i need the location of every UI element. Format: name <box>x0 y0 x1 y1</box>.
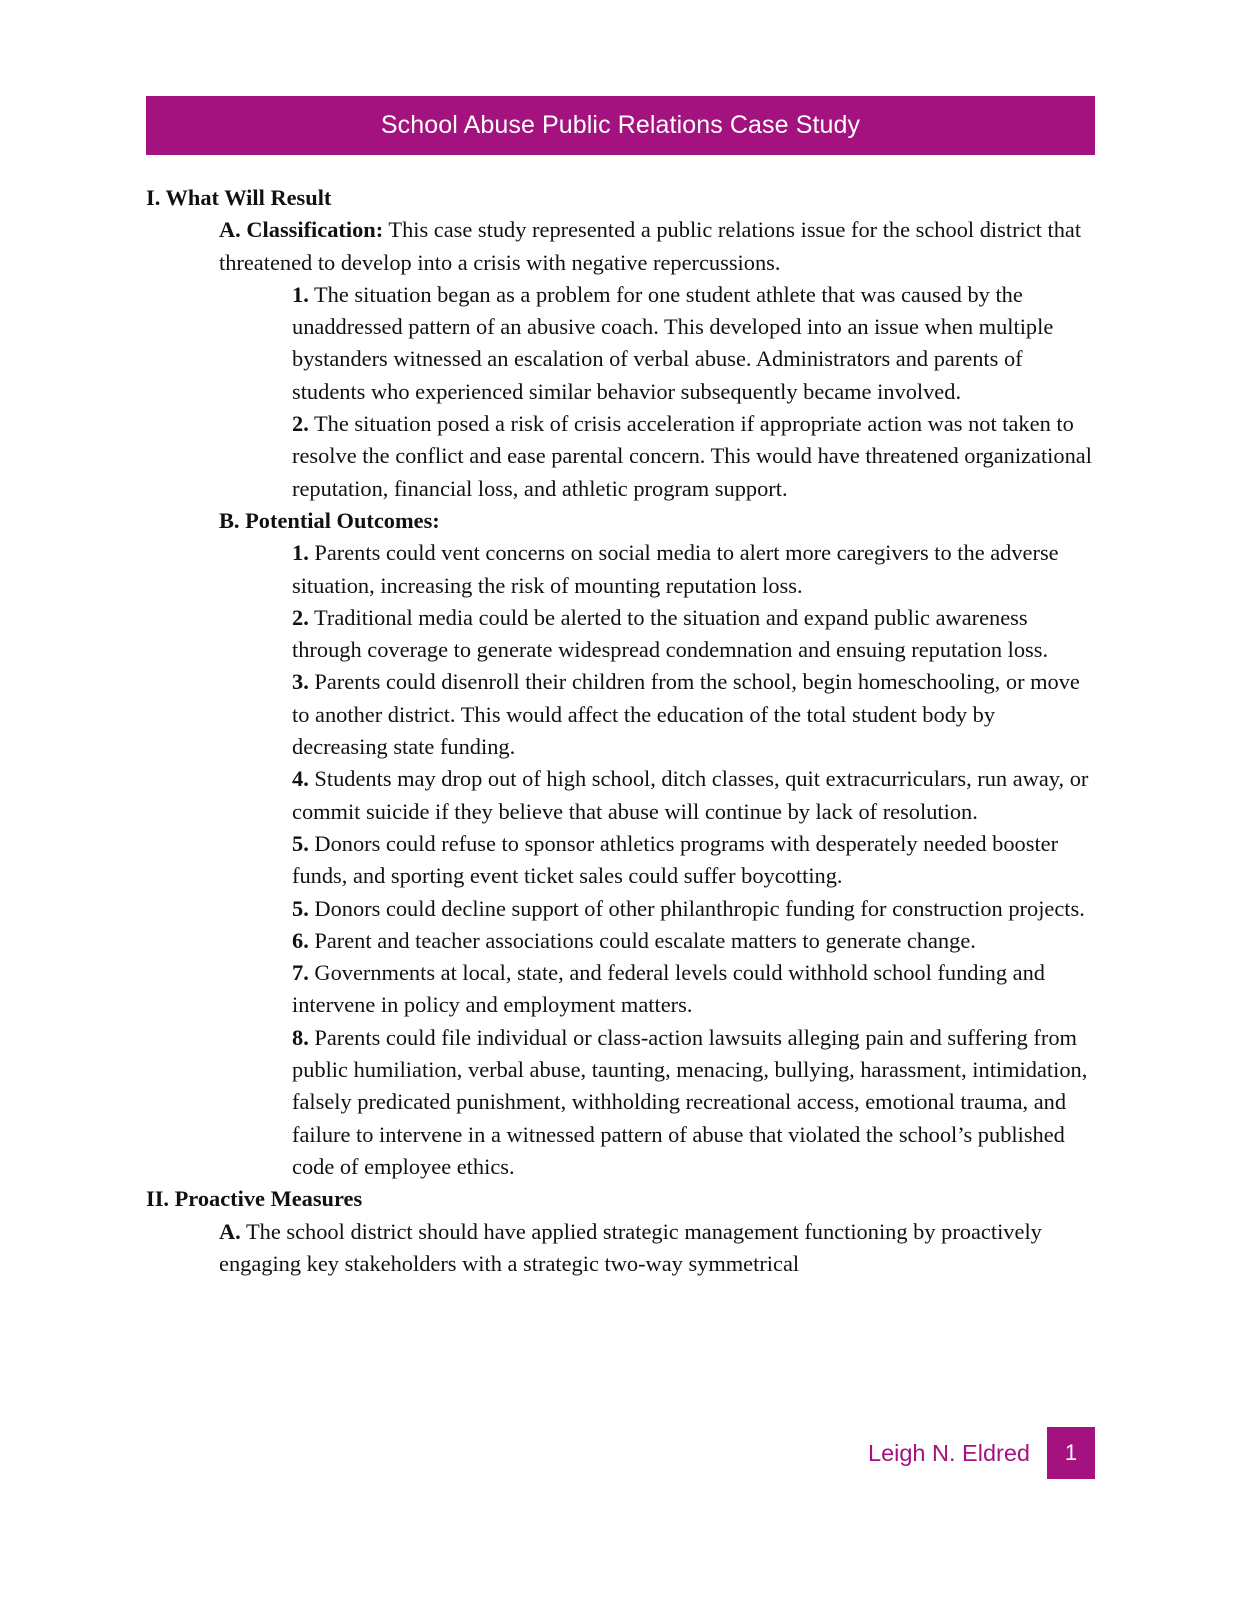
item-number: 3. <box>292 669 309 695</box>
list-item <box>146 537 1096 602</box>
item-number: 2. <box>292 411 309 437</box>
list-item <box>146 1022 1096 1183</box>
page-number-badge <box>1047 1427 1095 1479</box>
classification-text: This case study represented a public relations issue for the school district that threatened to develop into a crisis with negative repercussions. <box>219 217 1082 275</box>
item-text: Parents could vent concerns on social media to alert more caregivers to the adverse situation, increasing the risk of mounting reputation loss. <box>292 540 1059 598</box>
item-text: Traditional media could be alerted to the situation and expand public awareness through coverage to generate widespread condemnation and ensuing reputation loss. <box>292 604 1049 663</box>
section-heading: I. What Will Result <box>146 185 332 210</box>
proactive-paragraph <box>146 1216 1096 1281</box>
item-number: 5. <box>292 895 309 921</box>
subsection-heading: B. Potential Outcomes: <box>219 507 440 533</box>
item-text: Governments at local, state, and federal levels could withhold school funding and intervene in policy and employment matters. <box>292 960 1045 1018</box>
item-number: A. <box>219 1218 241 1244</box>
item-number: 4. <box>292 766 309 792</box>
item-number: 7. <box>292 960 309 986</box>
item-text: Donors could refuse to sponsor athletics programs with desperately needed booster funds, and sporting event ticket sales could suffer boycotting. <box>292 830 1059 889</box>
list-item <box>146 893 1096 925</box>
item-number: 8. <box>292 1024 309 1050</box>
document-body <box>146 182 1096 1280</box>
item-text: The situation began as a problem for one student athlete that was caused by the unaddressed pattern of an abusive coach. This developed into an issue when multiple bystanders witnessed an escalation of verbal abuse. Administrators and parents of students who experienced similar behavior subsequently became involved. <box>292 281 1054 404</box>
item-text: The situation posed a risk of crisis acceleration if appropriate action was not taken to resolve the conflict and ease parental concern. This would have threatened organizational reputation, financial loss, and athletic program support. <box>292 411 1092 501</box>
item-text: Donors could decline support of other philanthropic funding for construction projects. <box>308 895 1085 921</box>
item-text: Parent and teacher associations could escalate matters to generate change. <box>308 927 976 953</box>
item-text: Parents could disenroll their children from the school, begin homeschooling, or move to another district. This would affect the education of the total student body by decreasing state funding. <box>292 669 1080 760</box>
section-heading: II. Proactive Measures <box>146 1186 363 1212</box>
list-item <box>146 763 1096 828</box>
classification-label: A. Classification: <box>219 217 384 243</box>
list-item <box>146 925 1096 957</box>
list-item <box>146 828 1096 893</box>
item-number: 2. <box>292 604 309 630</box>
document-title: School Abuse Public Relations Case Study <box>380 111 861 139</box>
list-item <box>146 602 1096 667</box>
item-text: Students may drop out of high school, ditch classes, quit extracurriculars, run away, or commit suicide if they believe that abuse will continue by lack of resolution. <box>292 766 1089 824</box>
item-text: Parents could file individual or class-action lawsuits alleging pain and suffering from public humiliation, verbal abuse, taunting, menacing, bullying, harassment, intimidation, falsely predicated punishment, withholding recreational access, emotional trauma, and failure to intervene in a witnessed pattern of abuse that violated the school’s published code of employee ethics. <box>292 1024 1088 1179</box>
item-number: 1. <box>292 281 309 307</box>
list-item <box>146 957 1096 1022</box>
list-item <box>146 666 1096 763</box>
author-name: Leigh N. Eldred <box>868 1439 1030 1466</box>
title-banner <box>146 96 1095 155</box>
item-text: The school district should have applied strategic management functioning by proactively engaging key stakeholders with a strategic two-way symmetrical <box>219 1218 1042 1276</box>
list-item <box>146 279 1096 408</box>
item-number: 6. <box>292 927 309 953</box>
classification-paragraph <box>146 214 1096 279</box>
page-number: 1 <box>1064 1440 1078 1465</box>
item-number: 5. <box>292 830 309 856</box>
list-item <box>146 408 1096 505</box>
item-number: 1. <box>292 540 309 566</box>
